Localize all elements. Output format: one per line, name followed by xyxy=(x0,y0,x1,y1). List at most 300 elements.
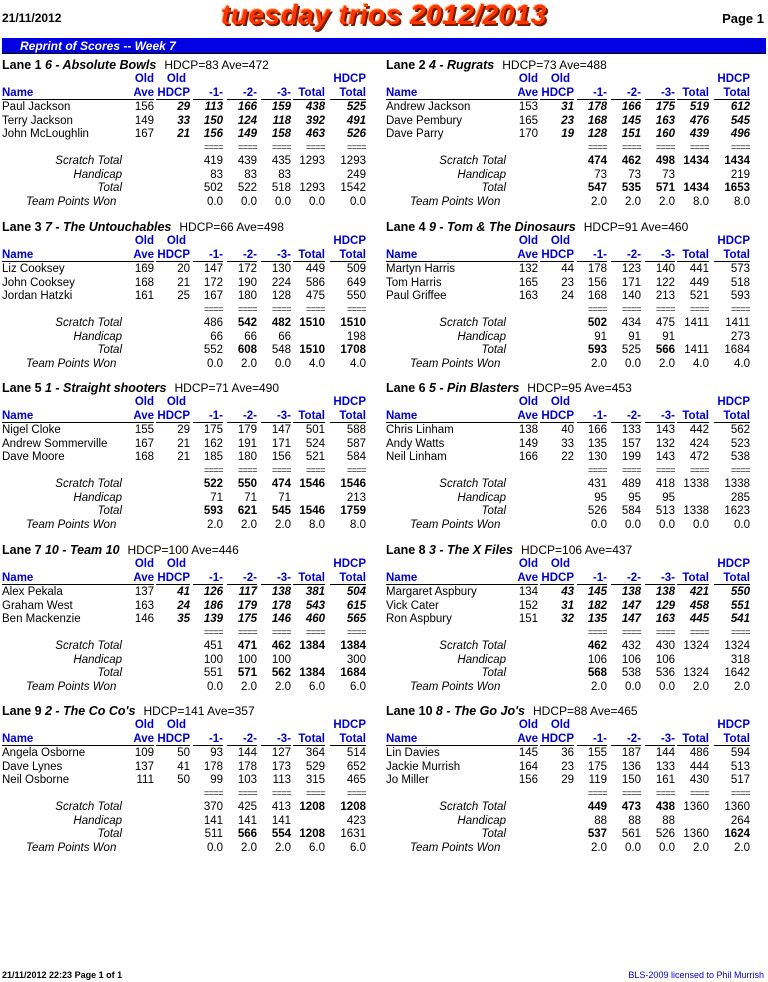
separator: ==== xyxy=(730,304,750,314)
summary-total-value: 536 xyxy=(655,667,675,680)
player-ave: 132 xyxy=(518,263,538,275)
header-old-ave: Old xyxy=(518,719,538,731)
summary-handicap-value: 100 xyxy=(203,653,223,666)
summary-points-value: 0.0 xyxy=(693,518,709,531)
player-htotal: 504 xyxy=(346,586,366,598)
summary-points-value: 2.0 xyxy=(241,357,257,370)
player-htotal: 593 xyxy=(730,290,750,303)
summary-total-value: 547 xyxy=(587,182,607,195)
summary-handicap-value: 83 xyxy=(244,168,257,181)
summary-points-value: 2.0 xyxy=(591,357,607,370)
player-ave: 166 xyxy=(518,451,538,464)
summary-scratch-value: 1293 xyxy=(299,155,325,167)
player-hdcp: 24 xyxy=(561,290,574,303)
player-htotal: 496 xyxy=(730,128,750,141)
page-number: Page 1 xyxy=(722,11,764,26)
lane-block xyxy=(2,543,370,701)
player-g2: 138 xyxy=(621,586,641,598)
summary-label-handicap: Handicap xyxy=(73,330,122,343)
summary-handicap-value: 219 xyxy=(730,168,750,181)
summary-points-value: 0.0 xyxy=(625,518,641,531)
header-old-ave: Old xyxy=(518,396,538,408)
header-game-1: -1- xyxy=(577,410,607,423)
player-htotal: 588 xyxy=(346,424,366,436)
player-g3: 143 xyxy=(655,424,675,436)
summary-handicap-value: 71 xyxy=(244,491,257,504)
summary-points-value: 0.0 xyxy=(207,195,223,208)
player-ave: 170 xyxy=(518,128,538,141)
summary-handicap-value: 141 xyxy=(203,814,223,827)
player-g1: 162 xyxy=(203,437,223,450)
player-total: 460 xyxy=(305,613,325,626)
player-g2: 117 xyxy=(238,586,257,598)
header-hdcp: HDCP xyxy=(541,87,574,99)
separator: ==== xyxy=(730,627,750,637)
summary-label-points: Team Points Won xyxy=(26,195,117,208)
summary-points-value: 2.0 xyxy=(591,841,607,854)
header-game-3: -3- xyxy=(261,572,291,585)
player-name: Alex Pekala xyxy=(2,586,63,598)
player-ave: 167 xyxy=(134,128,154,141)
header-game-1: -1- xyxy=(577,249,607,262)
header-hdcp-total: HDCP xyxy=(717,719,750,731)
player-total: 486 xyxy=(689,747,709,759)
summary-total-value: 621 xyxy=(237,505,257,518)
player-hdcp: 33 xyxy=(561,437,574,450)
lane-block xyxy=(386,381,754,539)
separator: ==== xyxy=(621,627,641,637)
player-g2: 187 xyxy=(621,747,641,759)
separator: ==== xyxy=(655,627,675,637)
player-htotal: 584 xyxy=(346,451,366,464)
summary-handicap-value: 318 xyxy=(730,653,750,666)
separator: ==== xyxy=(305,304,325,314)
separator: ==== xyxy=(689,627,709,637)
separator: ==== xyxy=(621,788,641,798)
player-htotal: 565 xyxy=(346,613,366,626)
player-hdcp: 25 xyxy=(177,290,190,303)
summary-label-scratch: Scratch Total xyxy=(55,640,122,652)
player-ave: 169 xyxy=(134,263,154,275)
header-name: Name xyxy=(2,410,128,423)
separator: ==== xyxy=(271,788,291,798)
player-g2: 178 xyxy=(237,760,257,773)
player-ave: 151 xyxy=(518,613,538,626)
player-total: 430 xyxy=(689,774,709,787)
header-total: Total xyxy=(677,572,709,585)
team-handicap-average: HDCP=88 Ave=465 xyxy=(533,704,638,718)
player-hdcp: 44 xyxy=(561,263,574,275)
summary-points-value: 2.0 xyxy=(241,518,257,531)
player-g3: 138 xyxy=(271,586,291,598)
player-g1: 139 xyxy=(203,613,223,626)
header-hdcp-total: HDCP xyxy=(333,235,366,247)
player-g1: 178 xyxy=(587,263,607,275)
summary-points-value: 0.0 xyxy=(659,518,675,531)
player-g2: 123 xyxy=(621,263,641,275)
header-game-3: -3- xyxy=(645,87,675,100)
header-hdcp-total-2: Total xyxy=(714,733,750,746)
player-g1: 172 xyxy=(203,276,223,289)
player-g2: 179 xyxy=(237,599,257,612)
summary-total-value: 561 xyxy=(621,828,641,841)
summary-scratch-value: 1324 xyxy=(724,640,750,652)
player-name: Nigel Cloke xyxy=(2,424,61,436)
summary-label-scratch: Scratch Total xyxy=(55,478,122,490)
header-old-ave: Old xyxy=(134,73,154,85)
header-old-hdcp: Old xyxy=(166,719,186,731)
player-g2: 147 xyxy=(621,613,641,626)
lane-number: Lane 9 xyxy=(2,704,42,718)
player-total: 315 xyxy=(305,774,325,787)
player-g3: 144 xyxy=(655,747,675,759)
summary-label-handicap: Handicap xyxy=(457,491,506,504)
summary-scratch-value: 439 xyxy=(237,155,257,167)
header-name: Name xyxy=(2,249,128,262)
summary-points-value: 0.0 xyxy=(275,195,291,208)
team-name: 1 - Straight shooters xyxy=(44,381,167,395)
player-g1: 135 xyxy=(587,437,607,450)
player-g3: 122 xyxy=(655,276,675,289)
player-g2: 145 xyxy=(621,114,641,127)
player-htotal: 541 xyxy=(730,613,750,626)
lane-number: Lane 5 xyxy=(2,381,42,395)
footer-printed: 21/11/2012 22:23 Page 1 of 1 xyxy=(2,970,123,980)
header-hdcp: HDCP xyxy=(541,249,574,261)
summary-points-value: 8.0 xyxy=(734,195,750,208)
summary-scratch-value: 451 xyxy=(203,640,223,652)
summary-label-total: Total xyxy=(97,667,122,680)
player-ave: 163 xyxy=(134,599,154,612)
player-g1: 168 xyxy=(587,290,607,303)
summary-total-value: 518 xyxy=(271,182,291,195)
player-name: Chris Linham xyxy=(386,424,454,436)
summary-handicap-value: 141 xyxy=(271,814,291,827)
header-game-3: -3- xyxy=(261,410,291,423)
player-hdcp: 23 xyxy=(561,760,574,773)
separator: ==== xyxy=(237,142,257,152)
summary-total-value: 526 xyxy=(587,505,607,518)
summary-scratch-value: 1360 xyxy=(683,801,709,813)
header-old-hdcp: Old xyxy=(550,73,570,85)
player-ave: 149 xyxy=(134,114,154,127)
player-name: Ben Mackenzie xyxy=(2,613,81,626)
player-name: Liz Cooksey xyxy=(2,263,65,275)
summary-handicap-value: 95 xyxy=(662,491,675,504)
summary-label-handicap: Handicap xyxy=(73,168,122,181)
header-game-2: -2- xyxy=(227,249,257,262)
header-game-3: -3- xyxy=(645,249,675,262)
summary-total-value: 1542 xyxy=(340,182,366,195)
lane-block xyxy=(386,543,754,701)
header-game-2: -2- xyxy=(227,87,257,100)
header-old-hdcp: Old xyxy=(550,396,570,408)
lane-number: Lane 2 xyxy=(386,58,426,72)
summary-label-scratch: Scratch Total xyxy=(55,317,122,329)
header-old-ave: Old xyxy=(134,396,154,408)
summary-label-points: Team Points Won xyxy=(26,357,117,370)
header-game-1: -1- xyxy=(193,410,223,423)
team-handicap-average: HDCP=141 Ave=357 xyxy=(143,704,255,718)
summary-scratch-value: 1411 xyxy=(725,317,750,329)
separator: ==== xyxy=(689,788,709,798)
player-htotal: 513 xyxy=(730,760,750,773)
player-g2: 124 xyxy=(237,114,257,127)
player-htotal: 562 xyxy=(730,424,750,436)
player-htotal: 649 xyxy=(346,276,366,289)
player-g3: 146 xyxy=(271,613,291,626)
separator: ==== xyxy=(271,627,291,637)
player-g3: 175 xyxy=(655,101,675,113)
player-name: Vick Cater xyxy=(386,599,439,612)
player-g3: 156 xyxy=(271,451,291,464)
summary-scratch-value: 1510 xyxy=(299,317,325,329)
summary-total-value: 522 xyxy=(237,182,257,195)
summary-total-value: 1642 xyxy=(724,667,750,680)
separator: ==== xyxy=(203,465,223,475)
summary-total-value: 1624 xyxy=(724,828,750,841)
summary-total-value: 566 xyxy=(237,828,257,841)
header-hdcp-total: HDCP xyxy=(717,235,750,247)
team-handicap-average: HDCP=66 Ave=498 xyxy=(179,220,284,234)
player-total: 442 xyxy=(689,424,709,436)
player-total: 438 xyxy=(305,101,325,113)
player-hdcp: 19 xyxy=(561,128,574,141)
header-total: Total xyxy=(677,87,709,100)
summary-handicap-value: 249 xyxy=(346,168,366,181)
summary-label-points: Team Points Won xyxy=(410,841,501,854)
player-ave: 153 xyxy=(518,101,538,113)
header-old-hdcp: Old xyxy=(550,719,570,731)
lane-title xyxy=(2,58,269,72)
player-g2: 180 xyxy=(237,290,257,303)
player-g3: 132 xyxy=(655,437,675,450)
separator: ==== xyxy=(346,465,366,475)
header-ave: Ave xyxy=(512,410,538,423)
player-name: Andrew Sommerville xyxy=(2,437,108,450)
lane-title xyxy=(2,543,239,557)
player-name: Margaret Aspbury xyxy=(386,586,477,598)
summary-handicap-value: 423 xyxy=(346,814,366,827)
summary-points-value: 8.0 xyxy=(350,518,366,531)
summary-label-handicap: Handicap xyxy=(457,814,506,827)
team-handicap-average: HDCP=83 Ave=472 xyxy=(164,58,269,72)
team-name: 7 - The Untouchables xyxy=(44,220,172,234)
player-total: 586 xyxy=(305,276,325,289)
summary-points-value: 4.0 xyxy=(309,357,325,370)
summary-points-value: 8.0 xyxy=(309,518,325,531)
player-htotal: 491 xyxy=(346,114,366,127)
summary-handicap-value: 106 xyxy=(621,653,641,666)
summary-handicap-value: 88 xyxy=(594,814,607,827)
team-name: 3 - The X Files xyxy=(428,543,514,557)
lane-block xyxy=(2,58,370,216)
player-hdcp: 41 xyxy=(177,760,190,773)
header-name: Name xyxy=(386,249,512,262)
lane-title xyxy=(386,543,632,557)
team-handicap-average: HDCP=100 Ave=446 xyxy=(127,543,239,557)
separator: ==== xyxy=(203,788,223,798)
summary-label-handicap: Handicap xyxy=(73,653,122,666)
summary-total-value: 1384 xyxy=(299,667,325,680)
summary-total-value: 1360 xyxy=(683,828,709,841)
player-hdcp: 21 xyxy=(177,437,190,450)
summary-scratch-value: 475 xyxy=(655,317,675,329)
player-g3: 171 xyxy=(271,437,291,450)
header-old-hdcp: Old xyxy=(550,558,570,570)
summary-scratch-value: 474 xyxy=(271,478,291,490)
player-htotal: 550 xyxy=(346,290,366,303)
header-hdcp-total-2: Total xyxy=(330,572,366,585)
summary-handicap-value: 73 xyxy=(628,168,641,181)
summary-label-points: Team Points Won xyxy=(410,357,501,370)
player-hdcp: 23 xyxy=(561,114,574,127)
header-ave: Ave xyxy=(512,733,538,746)
header-hdcp-total-2: Total xyxy=(714,87,750,100)
header-hdcp-total: HDCP xyxy=(333,73,366,85)
summary-handicap-value: 91 xyxy=(628,330,641,343)
header-ave: Ave xyxy=(512,87,538,100)
player-g3: 159 xyxy=(271,101,291,113)
team-name: 8 - The Go Jo's xyxy=(435,704,526,718)
player-g3: 158 xyxy=(271,128,291,141)
player-ave: 146 xyxy=(134,613,154,626)
header-game-1: -1- xyxy=(193,572,223,585)
summary-total-value: 1434 xyxy=(683,182,709,195)
summary-handicap-value: 83 xyxy=(278,168,291,181)
summary-points-value: 2.0 xyxy=(693,841,709,854)
player-htotal: 525 xyxy=(346,101,366,113)
summary-total-value: 1631 xyxy=(340,828,366,841)
summary-total-value: 1338 xyxy=(683,505,709,518)
summary-label-points: Team Points Won xyxy=(410,518,501,531)
week-banner: Reprint of Scores -- Week 7 xyxy=(2,38,766,54)
team-name: 6 - Absolute Bowls xyxy=(44,58,157,72)
summary-label-total: Total xyxy=(97,182,122,195)
player-g2: 103 xyxy=(237,774,257,787)
summary-total-value: 593 xyxy=(587,344,607,357)
header-total: Total xyxy=(293,733,325,746)
player-name: John Cooksey xyxy=(2,276,75,289)
summary-scratch-value: 430 xyxy=(655,640,675,652)
player-g3: 130 xyxy=(271,263,291,275)
lane-number: Lane 1 xyxy=(2,58,42,72)
header-hdcp-total: HDCP xyxy=(333,558,366,570)
summary-points-value: 0.0 xyxy=(207,841,223,854)
player-ave: 155 xyxy=(134,424,154,436)
header-hdcp: HDCP xyxy=(157,87,190,99)
league-title: tuesday trios 2012/2013 xyxy=(221,0,547,30)
separator: ==== xyxy=(655,788,675,798)
player-g2: 140 xyxy=(621,290,641,303)
player-name: Jordan Hatzki xyxy=(2,290,73,303)
summary-scratch-value: 425 xyxy=(237,801,257,813)
separator: ==== xyxy=(655,465,675,475)
player-g3: 213 xyxy=(655,290,675,303)
summary-total-value: 552 xyxy=(203,344,223,357)
summary-points-value: 2.0 xyxy=(275,518,291,531)
header-ave: Ave xyxy=(128,249,154,262)
summary-scratch-value: 1338 xyxy=(724,478,750,490)
summary-scratch-value: 542 xyxy=(237,317,257,329)
player-htotal: 523 xyxy=(730,437,750,450)
separator: ==== xyxy=(305,465,325,475)
separator: ==== xyxy=(305,788,325,798)
summary-label-handicap: Handicap xyxy=(457,330,506,343)
header-hdcp-total-2: Total xyxy=(330,733,366,746)
team-name: 2 - The Co Co's xyxy=(44,704,136,718)
summary-total-value: 525 xyxy=(621,344,641,357)
summary-points-value: 2.0 xyxy=(241,680,257,693)
summary-total-value: 502 xyxy=(203,182,223,195)
player-name: Paul Jackson xyxy=(2,101,71,113)
team-name: 10 - Team 10 xyxy=(44,543,120,557)
separator: ==== xyxy=(689,465,709,475)
header-hdcp-total-2: Total xyxy=(714,249,750,262)
player-name: Graham West xyxy=(2,599,73,612)
header-game-2: -2- xyxy=(227,410,257,423)
player-hdcp: 20 xyxy=(177,263,190,275)
player-ave: 168 xyxy=(134,451,154,464)
summary-handicap-value: 198 xyxy=(346,330,366,343)
header-game-1: -1- xyxy=(193,87,223,100)
summary-scratch-value: 431 xyxy=(587,478,607,490)
summary-total-value: 608 xyxy=(237,344,257,357)
separator: ==== xyxy=(237,304,257,314)
player-g1: 186 xyxy=(203,599,223,612)
separator: ==== xyxy=(203,627,223,637)
player-ave: 152 xyxy=(518,599,538,612)
summary-label-points: Team Points Won xyxy=(26,680,117,693)
lane-number: Lane 8 xyxy=(386,543,426,557)
summary-label-points: Team Points Won xyxy=(410,195,501,208)
summary-scratch-value: 370 xyxy=(203,801,223,813)
summary-points-value: 2.0 xyxy=(591,680,607,693)
separator: ==== xyxy=(346,788,366,798)
player-g2: 171 xyxy=(621,276,641,289)
summary-points-value: 2.0 xyxy=(693,680,709,693)
summary-total-value: 1623 xyxy=(724,505,750,518)
summary-label-total: Total xyxy=(481,667,506,680)
summary-label-scratch: Scratch Total xyxy=(55,801,122,813)
team-handicap-average: HDCP=71 Ave=490 xyxy=(174,381,280,395)
player-g1: 185 xyxy=(203,451,223,464)
player-htotal: 545 xyxy=(730,114,750,127)
player-g3: 127 xyxy=(271,747,291,759)
summary-scratch-value: 471 xyxy=(237,640,257,652)
player-g1: 175 xyxy=(203,424,223,436)
summary-scratch-value: 486 xyxy=(203,317,223,329)
summary-points-value: 2.0 xyxy=(625,195,641,208)
player-ave: 137 xyxy=(134,760,154,773)
summary-points-value: 0.0 xyxy=(625,357,641,370)
player-total: 519 xyxy=(689,101,709,113)
player-ave: 165 xyxy=(518,114,538,127)
separator: ==== xyxy=(305,627,325,637)
separator: ==== xyxy=(621,142,641,152)
header-total: Total xyxy=(677,249,709,262)
summary-label-total: Total xyxy=(481,182,506,195)
summary-points-value: 0.0 xyxy=(275,357,291,370)
summary-label-scratch: Scratch Total xyxy=(439,478,506,490)
summary-scratch-value: 489 xyxy=(621,478,641,490)
player-g1: 126 xyxy=(203,586,223,598)
player-g3: 133 xyxy=(655,760,675,773)
summary-scratch-value: 498 xyxy=(655,155,675,167)
header-hdcp: HDCP xyxy=(541,410,574,422)
separator: ==== xyxy=(730,465,750,475)
summary-total-value: 1684 xyxy=(340,667,366,680)
